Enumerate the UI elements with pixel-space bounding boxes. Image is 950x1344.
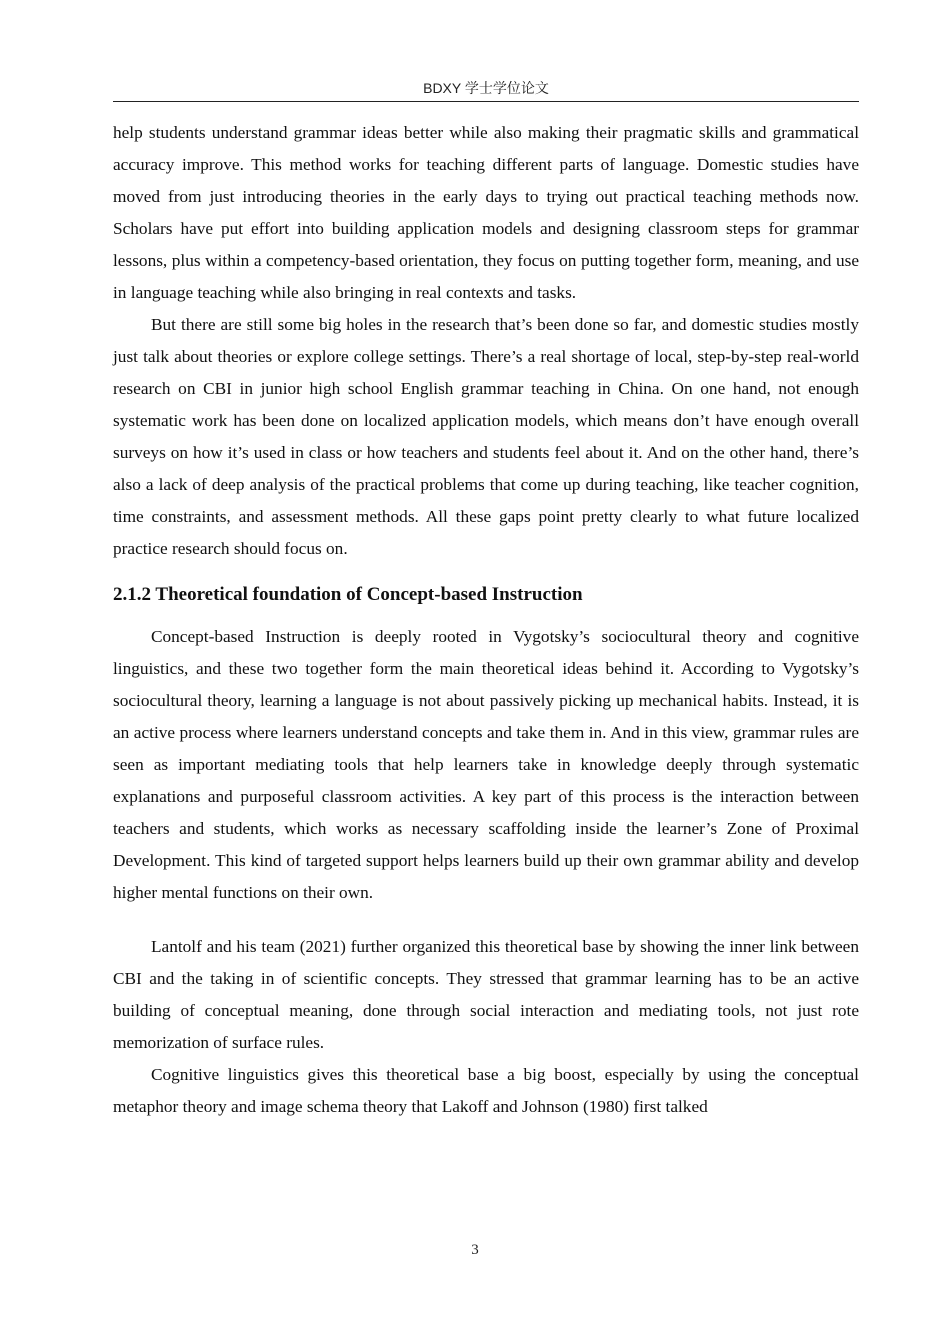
running-header xyxy=(113,78,859,102)
body-paragraph: But there are still some big holes in the research that’s been done so far, and domestic studies mostly just talk about theories or explore college settings. There’s a real shortage of local, step-by-step real-world research on CBI in junior high school English grammar teaching in China. On one hand, not enough systematic work has been done on localized application models, which means don’t have enough overall surveys on how it’s used in class or how teachers and students feel about it. And on the other hand, there’s also a lack of deep analysis of the practical problems that come up during teaching, like teacher cognition, time constraints, and assessment methods. All these gaps point pretty clearly to what future localized practice research should focus on. xyxy=(113,315,859,558)
body-paragraph: help students understand grammar ideas better while also making their pragmatic skills and grammatical accuracy improve. This method works for teaching different parts of language. Domestic studies have moved from just introducing theories in the early days to trying out practical teaching methods now. Scholars have put effort into building application models and designing classroom steps for grammar lessons, plus within a competency-based orientation, they focus on putting together form, meaning, and use in language teaching while also bringing in real contexts and tasks. xyxy=(113,123,859,302)
body-paragraph: Concept-based Instruction is deeply rooted in Vygotsky’s sociocultural theory and cognitive linguistics, and these two together form the main theoretical ideas behind it. According to Vygotsky’s sociocultural theory, learning a language is not about passively picking up mechanical habits. Instead, it is an active process where learners understand concepts and take them in. And in this view, grammar rules are seen as important mediating tools that help learners take in knowledge deeply through systematic explanations and purposeful classroom activities. A key part of this process is the interaction between teachers and students, which works as necessary scaffolding inside the learner’s Zone of Proximal Development. This kind of targeted support helps learners build up their own grammar ability and develop higher mental functions on their own. xyxy=(113,627,859,902)
section-heading: 2.1.2 Theoretical foundation of Concept-based Instruction xyxy=(113,584,583,605)
body-paragraph: Cognitive linguistics gives this theoretical base a big boost, especially by using the conceptual metaphor theory and image schema theory that Lakoff and Johnson (1980) first talked xyxy=(113,1065,859,1116)
page-body xyxy=(113,117,859,1123)
body-paragraph: Lantolf and his team (2021) further organized this theoretical base by showing the inner link between CBI and the taking in of scientific concepts. They stressed that grammar learning has to be an active building of conceptual meaning, done through social interaction and mediating tools, not just rote memorization of surface rules. xyxy=(113,937,859,1052)
page-number: 3 xyxy=(471,1242,479,1258)
header-title: BDXY 学士学位论文 xyxy=(423,80,549,96)
